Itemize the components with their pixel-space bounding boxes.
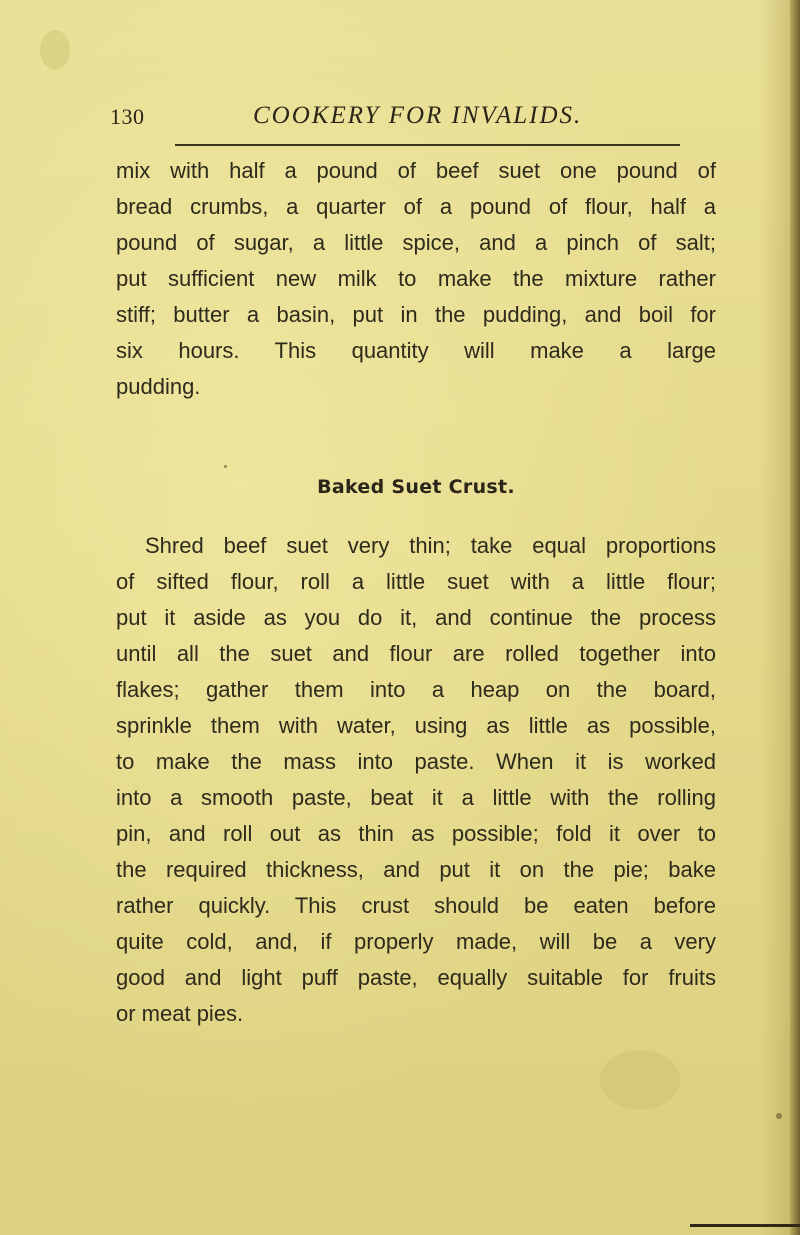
text-line: or meat pies. [116, 1001, 244, 1026]
paragraph-pudding-continued [116, 153, 716, 405]
text-line: bread crumbs, a quarter of a pound of flour, half a [116, 194, 716, 219]
text-line: rather quickly. This crust should be eaten before [116, 893, 716, 918]
text-line: to make the mass into paste. When it is worked [116, 749, 716, 774]
text-line: pudding. [116, 374, 201, 399]
page-number: 130 [110, 104, 145, 129]
header-rule [175, 144, 680, 146]
text-line: stiff; butter a basin, put in the pudding, and boil for [116, 302, 716, 327]
paragraph-baked-suet-crust [116, 528, 716, 1032]
text-line: pin, and roll out as thin as possible; fold it over to [116, 821, 716, 846]
text-line: sprinkle them with water, using as little as possible, [116, 713, 716, 738]
page-edge [790, 0, 800, 1235]
text-line: flakes; gather them into a heap on the board, [116, 677, 716, 702]
text-line: put sufficient new milk to make the mixture rather [116, 266, 716, 291]
section-heading: Baked Suet Crust. [317, 476, 515, 498]
page-header [0, 98, 800, 138]
text-line: of sifted flour, roll a little suet with a little flour; [116, 569, 716, 594]
text-line: put it aside as you do it, and continue the process [116, 605, 716, 630]
text-line: quite cold, and, if properly made, will be a very [116, 929, 716, 954]
paper-stain [600, 1050, 680, 1110]
text-line: until all the suet and flour are rolled together into [116, 641, 716, 666]
text-line: six hours. This quantity will make a large [116, 338, 716, 363]
text-line: into a smooth paste, beat it a little with the rolling [116, 785, 716, 810]
text-line: mix with half a pound of beef suet one pound of [116, 158, 716, 183]
page-gutter-shadow [760, 0, 790, 1235]
paper-speck [224, 465, 227, 468]
paper-stain [40, 30, 70, 70]
bottom-rule [690, 1224, 800, 1227]
running-head: COOKERY FOR INVALIDS. [253, 102, 583, 129]
text-line: Shred beef suet very thin; take equal proportions [145, 533, 716, 558]
text-line: the required thickness, and put it on the pie; bake [116, 857, 716, 882]
text-line: good and light puff paste, equally suitable for fruits [116, 965, 716, 990]
text-line: pound of sugar, a little spice, and a pinch of salt; [116, 230, 716, 255]
